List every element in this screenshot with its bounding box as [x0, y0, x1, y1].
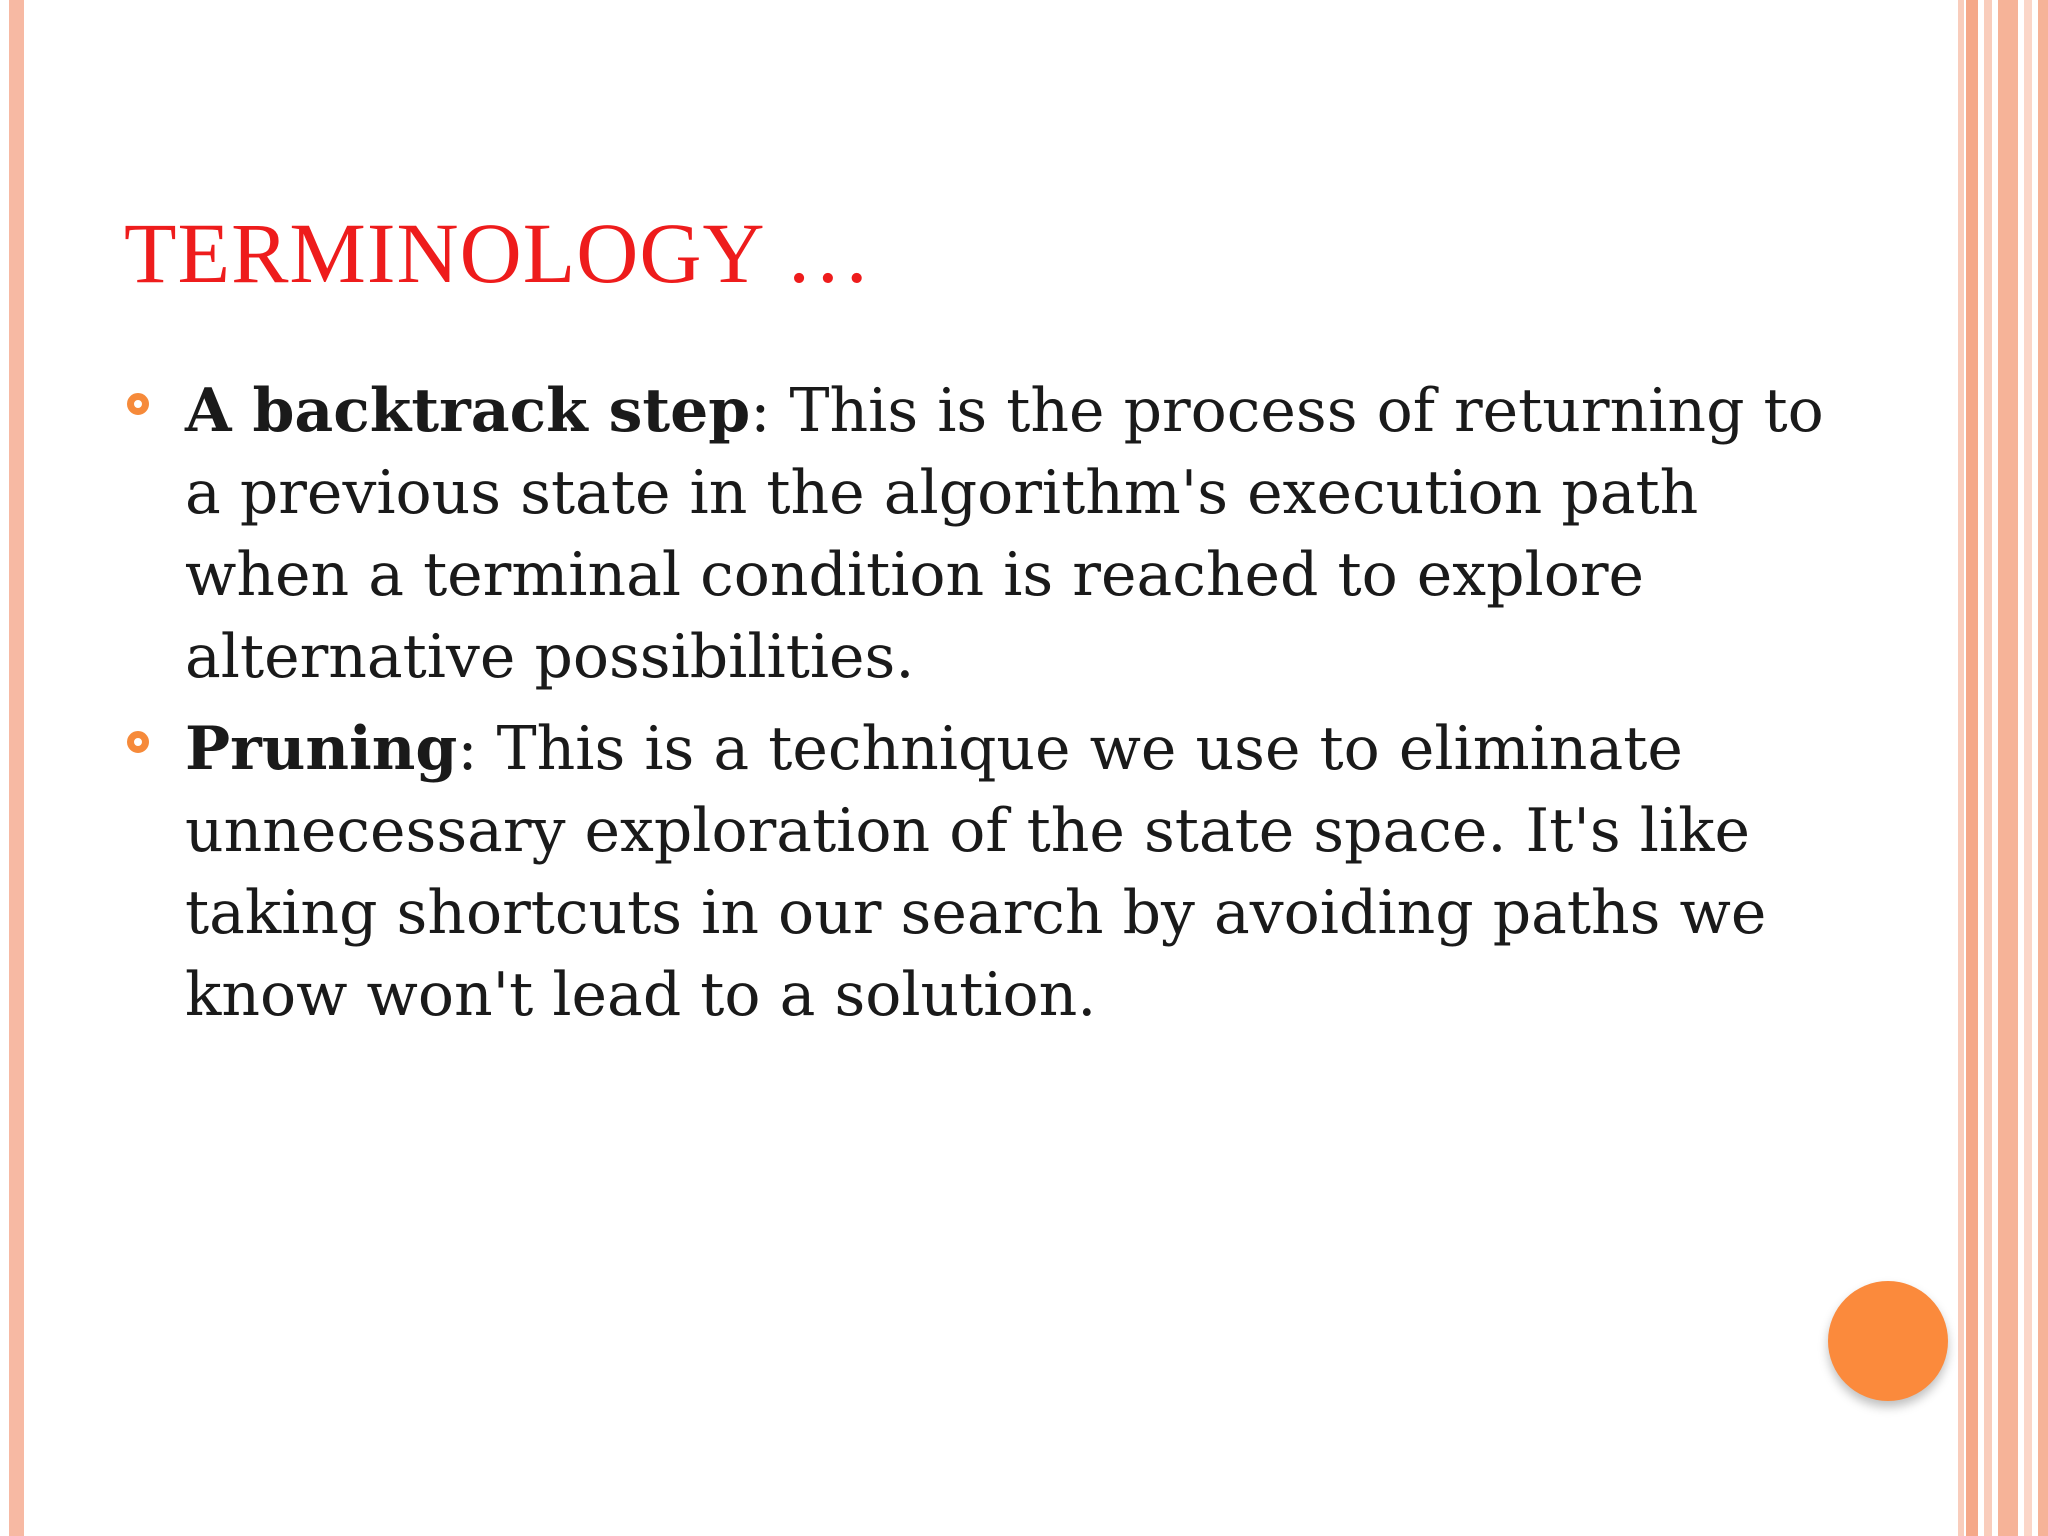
right-stripe	[2038, 0, 2048, 1536]
bullet-term: A backtrack step	[185, 376, 751, 446]
right-stripe	[1998, 0, 2018, 1536]
bullet-text: This is a technique we use to eliminate unnecessary exploration of the state space. It's like taking shortcuts in our search by avoiding paths we know won't lead to a solution.	[185, 714, 1767, 1030]
bullet-separator: :	[750, 376, 771, 446]
orange-circle-decoration	[1828, 1281, 1948, 1401]
bullet-separator: :	[457, 714, 478, 784]
left-decorative-stripe	[9, 0, 24, 1536]
right-stripe	[1984, 0, 1992, 1536]
hollow-circle-bullet-icon	[127, 731, 149, 753]
right-stripe	[1958, 0, 1964, 1536]
bullet-item-backtrack-step	[124, 370, 1824, 698]
slide-title: TERMINOLOGY …	[124, 205, 872, 301]
bullet-term: Pruning	[185, 714, 458, 784]
bullet-item-pruning	[124, 708, 1824, 1036]
bullet-list	[124, 370, 1824, 1046]
right-stripe	[2024, 0, 2032, 1536]
bullet-text: This is the process of returning to a previous state in the algorithm's execution path when a terminal condition is reached to explore alternative possibilities.	[185, 376, 1824, 692]
right-stripe	[1966, 0, 1978, 1536]
hollow-circle-bullet-icon	[127, 393, 149, 415]
right-decorative-stripes	[1958, 0, 2048, 1536]
